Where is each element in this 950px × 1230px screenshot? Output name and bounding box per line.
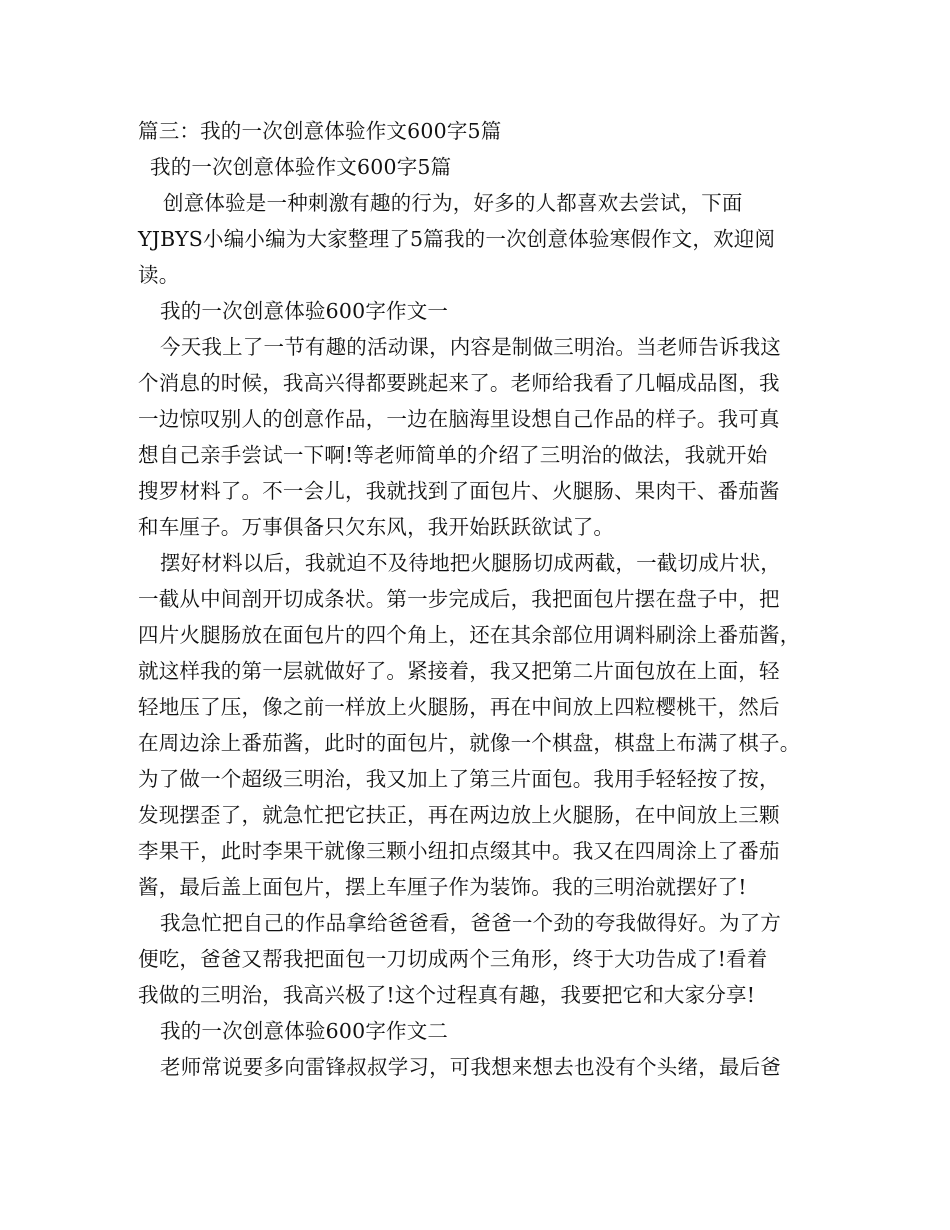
paragraph-line: 轻地压了压，像之前一样放上火腿肠，再在中间放上四粒樱桃干，然后 [138, 695, 780, 719]
paragraph-line: 想自己亲手尝试一下啊!等老师简单的介绍了三明治的做法，我就开始 [138, 443, 768, 467]
section-heading: 篇三：我的一次创意体验作文600字5篇 [138, 119, 502, 143]
paragraph-line: 我急忙把自己的作品拿给爸爸看，爸爸一个劲的夸我做得好。为了方 [160, 911, 781, 935]
paragraph-line: 摆好材料以后，我就迫不及待地把火腿肠切成两截，一截切成片状， [160, 551, 781, 575]
paragraph-line: 为了做一个超级三明治，我又加上了第三片面包。我用手轻轻按了按， [138, 767, 780, 791]
paragraph-line: 个消息的时候，我高兴得都要跳起来了。老师给我看了几幅成品图，我 [138, 371, 780, 395]
intro-line: 读。 [138, 263, 180, 287]
paragraph-line: 和车厘子。万事俱备只欠东风，我开始跃跃欲试了。 [138, 515, 615, 539]
essay-heading: 我的一次创意体验600字作文一 [160, 299, 449, 323]
paragraph-line: 搜罗材料了。不一会儿，我就找到了面包片、火腿肠、果肉干、番茄酱 [138, 479, 780, 503]
paragraph-line: 发现摆歪了，就急忙把它扶正，再在两边放上火腿肠，在中间放上三颗 [138, 803, 780, 827]
paragraph-line: 今天我上了一节有趣的活动课，内容是制做三明治。当老师告诉我这 [160, 335, 781, 359]
intro-line: YJBYS小编小编为大家整理了5篇我的一次创意体验寒假作文，欢迎阅 [138, 227, 776, 251]
paragraph-line: 一边惊叹别人的创意作品，一边在脑海里设想自己作品的样子。我可真 [138, 407, 780, 431]
paragraph-line: 一截从中间剖开切成条状。第一步完成后，我把面包片摆在盘子中，把 [138, 587, 780, 611]
paragraph-line: 老师常说要多向雷锋叔叔学习，可我想来想去也没有个头绪，最后爸 [160, 1055, 781, 1079]
essay-heading: 我的一次创意体验600字作文二 [160, 1019, 449, 1043]
paragraph-line: 四片火腿肠放在面包片的四个角上，还在其余部位用调料刷涂上番茄酱， [138, 623, 801, 647]
intro-line: 创意体验是一种刺激有趣的行为，好多的人都喜欢去尝试，下面 [163, 191, 743, 215]
paragraph-line: 在周边涂上番茄酱，此时的面包片，就像一个棋盘，棋盘上布满了棋子。 [138, 731, 801, 755]
article-title: 我的一次创意体验作文600字5篇 [150, 155, 452, 179]
paragraph-line: 李果干，此时李果干就像三颗小纽扣点缀其中。我又在四周涂上了番茄 [138, 839, 780, 863]
paragraph-line: 就这样我的第一层就做好了。紧接着，我又把第二片面包放在上面，轻 [138, 659, 780, 683]
paragraph-line: 便吃，爸爸又帮我把面包一刀切成两个三角形，终于大功告成了!看着 [138, 947, 768, 971]
paragraph-line: 我做的三明治，我高兴极了!这个过程真有趣，我要把它和大家分享! [138, 983, 756, 1007]
paragraph-line: 酱，最后盖上面包片，摆上车厘子作为装饰。我的三明治就摆好了! [138, 875, 747, 899]
